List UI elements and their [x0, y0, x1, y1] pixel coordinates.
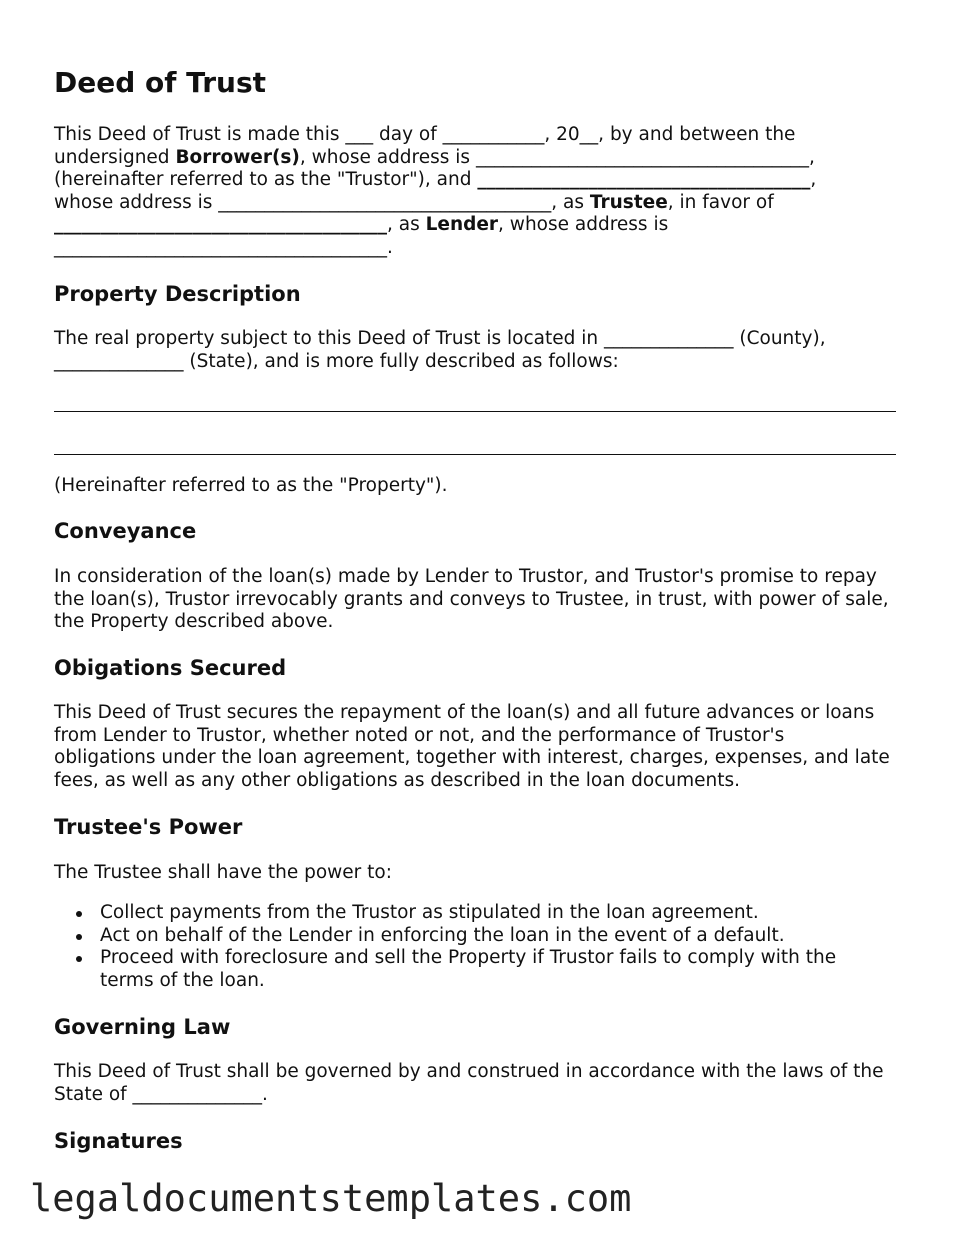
trustee-label: Trustee: [589, 191, 668, 213]
trustee-power-intro: [54, 862, 914, 885]
property-paragraph: [54, 328, 914, 373]
intro-line-3: [54, 169, 914, 192]
list-item: Collect payments from the Trustor as stipulated in the loan agreement.: [100, 902, 960, 925]
intro-text: , in favor of: [667, 191, 774, 213]
property-description-blank-line: [54, 411, 896, 412]
intro-line-5: [54, 214, 914, 237]
intro-line-6: ____________________________________.: [54, 236, 393, 258]
intro-text: whose address is ____________________________________, as: [54, 191, 590, 213]
property-closing-text: (Hereinafter referred to as the "Property").: [54, 475, 448, 496]
intro-text: (hereinafter referred to as the "Trustor"), and: [54, 169, 478, 191]
governing-law-paragraph: [54, 1061, 914, 1106]
conveyance-line-2: the loan(s), Trustor irrevocably grants and conveys to Trustee, in trust, with power of sale,: [54, 588, 889, 610]
intro-paragraph: [54, 124, 914, 260]
conveyance-line-1: In consideration of the loan(s) made by Lender to Trustor, and Trustor's promise to repay: [54, 566, 877, 587]
trustee-power-heading: Trustee's Power: [54, 815, 243, 839]
conveyance-heading: Conveyance: [54, 519, 197, 543]
intro-line-2: [54, 147, 914, 170]
list-item: Act on behalf of the Lender in enforcing the loan in the event of a default.: [100, 925, 960, 948]
trustee-power-intro-text: The Trustee shall have the power to:: [54, 862, 392, 883]
conveyance-line-3: the Property described above.: [54, 611, 334, 633]
obligations-heading: Obigations Secured: [54, 656, 287, 680]
obligations-line-4: fees, as well as any other obligations as described in the loan documents.: [54, 769, 741, 791]
conveyance-paragraph: [54, 566, 914, 634]
obligations-line-3: obligations under the loan agreement, together with interest, charges, expenses, and late: [54, 747, 890, 769]
intro-text: , as: [387, 214, 426, 236]
governing-law-heading: Governing Law: [54, 1015, 231, 1039]
obligations-paragraph: [54, 702, 914, 792]
intro-text: , whose address is ____________________________________,: [299, 146, 815, 168]
list-item: Proceed with foreclosure and sell the Property if Trustor fails to comply with the terms of the loan.: [100, 947, 860, 992]
property-heading: Property Description: [54, 282, 301, 306]
intro-text: ,: [810, 169, 817, 191]
borrower-label: Borrower(s): [175, 146, 300, 168]
signatures-heading: Signatures: [54, 1129, 183, 1153]
intro-line-4: [54, 192, 914, 215]
property-line-2: ______________ (State), and is more fully described as follows:: [54, 350, 619, 372]
governing-law-line-1: This Deed of Trust shall be governed by and construed in accordance with the laws of the: [54, 1061, 884, 1082]
trustee-name-blank: ____________________________________: [477, 169, 811, 191]
property-line-1: The real property subject to this Deed of Trust is located in ______________ (County),: [54, 328, 826, 349]
lender-name-blank: ____________________________________: [54, 214, 387, 236]
site-watermark: legaldocumentstemplates.com: [30, 1177, 632, 1220]
intro-text: , whose address is: [498, 214, 669, 236]
property-description-blank-line: [54, 454, 896, 455]
intro-line-1: This Deed of Trust is made this ___ day of ___________, 20__, by and between the: [54, 124, 796, 145]
property-closing: [54, 475, 914, 498]
governing-law-line-2: State of ______________.: [54, 1083, 268, 1105]
document-title: Deed of Trust: [54, 66, 266, 99]
trustee-power-list: [54, 902, 960, 992]
lender-label: Lender: [425, 214, 499, 236]
obligations-line-2: from Lender to Trustor, whether noted or not, and the performance of Trustor's: [54, 724, 785, 746]
obligations-line-1: This Deed of Trust secures the repayment of the loan(s) and all future advances or loans: [54, 702, 875, 723]
intro-text: undersigned: [54, 146, 176, 168]
